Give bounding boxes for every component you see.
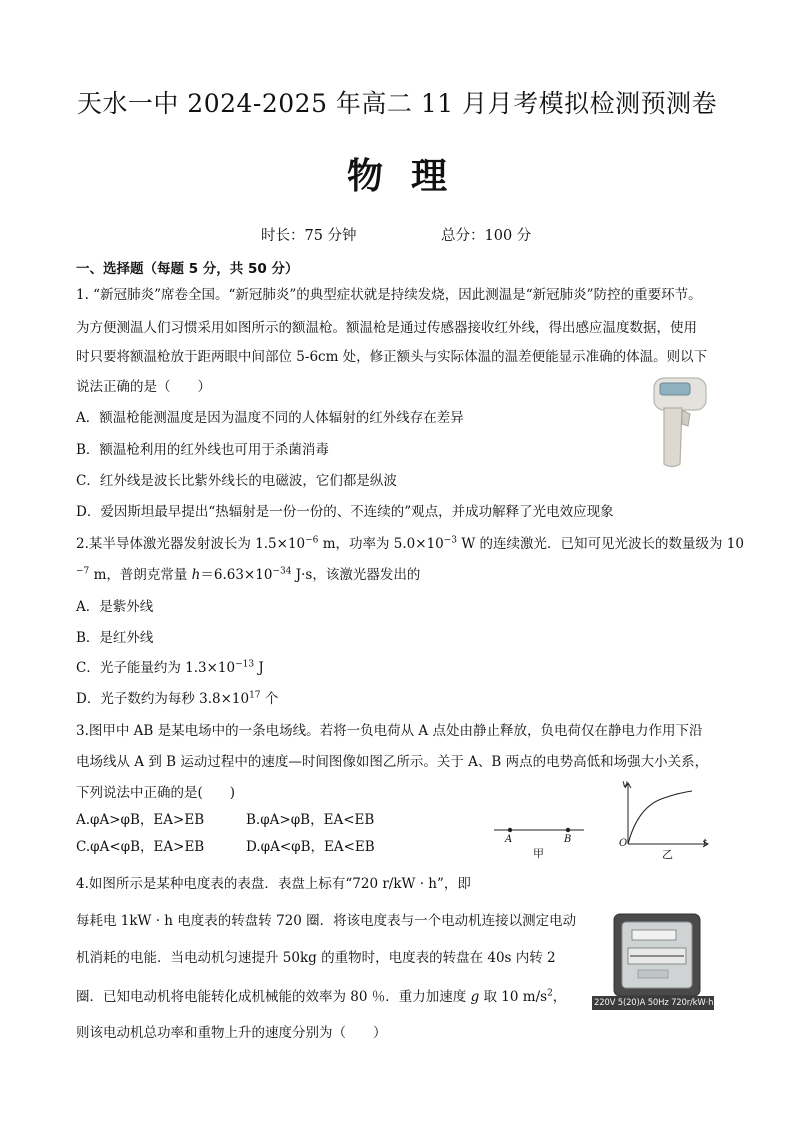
q4-stem-line-5: 则该电动机总功率和重物上升的速度分别为（ ） xyxy=(76,1025,387,1041)
q4-stem-line-1: 4.如图所示是某种电度表的表盘．表盘上标有“720 r/kW · h”，即 xyxy=(76,876,471,892)
q2-option-b: B．是红外线 xyxy=(76,630,154,646)
q2-option-d: D．光子数约为每秒 $3.8\times 10^{17}$ 个 xyxy=(76,690,279,707)
q4-stem-line-3: 机消耗的电能．当电动机匀速提升 50kg 的重物时，电度表的转盘在 40s 内转 2 xyxy=(76,950,556,966)
label-t: t xyxy=(703,838,708,849)
label-point-a: A xyxy=(505,834,513,845)
exam-duration: 时长：75 分钟 xyxy=(261,228,357,244)
q1-stem-line-3: 时只要将额温枪放于距两眼中间部位 5-6cm 处，修正额头与实际体温的温差便能显示准确的体温。则以下 xyxy=(76,349,708,365)
subject-title: 物理 xyxy=(346,155,475,197)
label-figure-jia: 甲 xyxy=(533,847,544,860)
section-heading: 一、选择题（每题 5 分，共 50 分） xyxy=(76,261,299,277)
q1-option-d: D．爱因斯坦最早提出“热辐射是一份一份的、不连续的”观点，并成功解释了光电效应现象 xyxy=(76,504,614,520)
q1-option-c: C．红外线是波长比紫外线长的电磁波，它们都是纵波 xyxy=(76,473,397,489)
meter-nameplate-label: 220V 5(20)A 50Hz 720r/kW·h xyxy=(594,998,714,1008)
q1-stem-line-2: 为方便测温人们习惯采用如图所示的额温枪。额温枪是通过传感器接收红外线，得出感应温度数据，使用 xyxy=(76,320,697,336)
q4-stem-line-4: 圈．已知电动机将电能转化成机械能的效率为 80 ％．重力加速度 g 取 10 $m/s^2$， xyxy=(76,988,567,1005)
q1-option-b: B．额温枪利用的红外线也可用于杀菌消毒 xyxy=(76,442,329,458)
electricity-meter-image xyxy=(592,912,714,1012)
label-v: v xyxy=(622,779,628,790)
velocity-curve xyxy=(628,791,692,844)
q2-stem-line-1: 2.某半导体激光器发射波长为 $1.5\times 10^{-6}$ m，功率为 $5.0\times 10^{-3}$ W 的连续激光．已知可见光波长的数量级为 10 xyxy=(76,535,744,552)
q3-option-a: A.φA>φB，EA>EB xyxy=(76,812,205,828)
label-figure-yi: 乙 xyxy=(662,848,673,861)
label-origin: O xyxy=(619,838,628,849)
infrared-thermometer-image xyxy=(650,374,710,470)
q3-option-b: B.φA>φB，EA<EB xyxy=(246,812,375,828)
q1-stem-line-1: 1. “新冠肺炎”席卷全国。“新冠肺炎”的典型症状就是持续发烧，因此测温是“新冠肺炎”防控的重要环节。 xyxy=(76,287,702,303)
q3-option-d: D.φA<φB，EA<EB xyxy=(246,839,375,855)
q3-stem-line-3: 下列说法中正确的是( ) xyxy=(76,785,236,801)
q2-stem-line-2: $^{-7}$ m，普朗克常量 $h=6.63\times 10^{-34}$ J·s，该激光器发出的 xyxy=(76,566,421,583)
q2-option-a: A．是紫外线 xyxy=(76,599,154,615)
q3-stem-line-2: 电场线从 A 到 B 运动过程中的速度—时间图像如图乙所示。关于 A、B 两点的电势高低和场强大小关系， xyxy=(76,754,709,770)
exam-title: 天水一中 2024-2025 年高二 11 月月考模拟检测预测卷 xyxy=(76,89,718,118)
q2-option-c: C．光子能量约为 $1.3\times 10^{-13}$ J xyxy=(76,659,264,676)
q3-stem-line-1: 3.图甲中 AB 是某电场中的一条电场线。若将一负电荷从 A 点处由静止释放，负电荷仅在静电力作用下沿 xyxy=(76,723,703,739)
point-a xyxy=(508,828,512,832)
exam-total-score: 总分：100 分 xyxy=(441,228,532,244)
q1-option-a: A．额温枪能测温度是因为温度不同的人体辐射的红外线存在差异 xyxy=(76,410,464,426)
q3-option-c: C.φA<φB，EA>EB xyxy=(76,839,205,855)
q1-stem-line-4: 说法正确的是（ ） xyxy=(76,379,211,395)
label-point-b: B xyxy=(564,834,572,845)
point-b xyxy=(566,828,570,832)
q4-stem-line-2: 每耗电 1kW · h 电度表的转盘转 720 圈．将该电度表与一个电动机连接以测定电动 xyxy=(76,913,577,929)
